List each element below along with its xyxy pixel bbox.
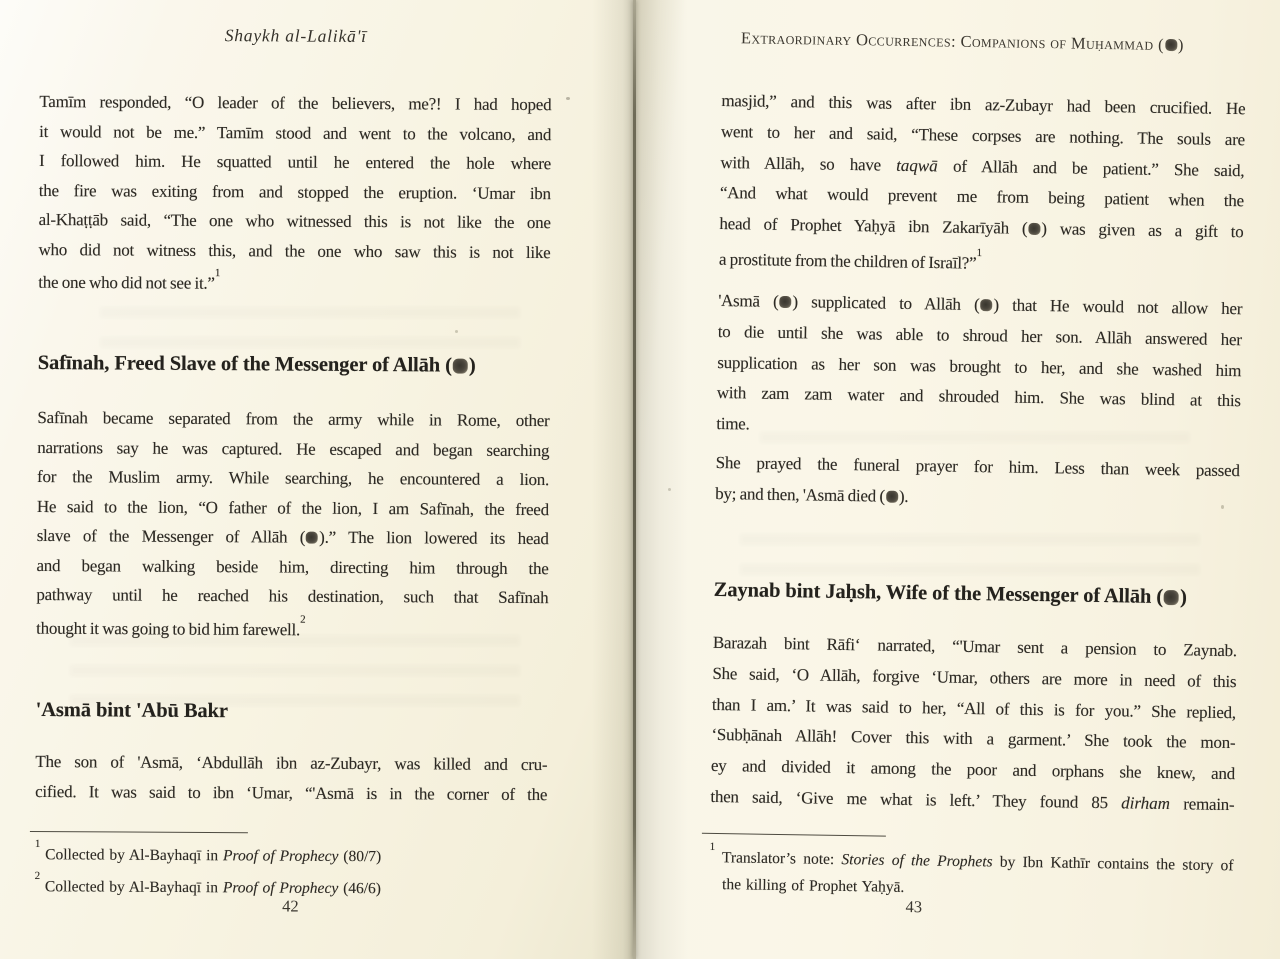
footnote-marker: 1 — [709, 840, 716, 853]
text-line: slave of the Messenger of Allāh ( ).” The lion lowered its head — [36, 525, 549, 549]
l-fn — [35, 837, 547, 903]
honorific-icon — [1028, 223, 1040, 235]
text-line: She said, ‘O Allāh, forgive ‘Umar, others are more in need of this — [712, 663, 1237, 691]
l-para1 — [38, 87, 551, 300]
text-line: the one who did not see it.”$^1$ — [38, 267, 221, 293]
text-line: He said to the lion, “O father of the lion, I am Safīnah, the freed — [36, 496, 549, 519]
text-line: $^2$ Collected by Al-Bayhaqī in Proof of Prophecy (46/6) — [34, 869, 382, 897]
text-line: ey and divided it among the poor and orphans she knew, and — [710, 756, 1236, 784]
text-line: by; and then, 'Asmā died ( ). — [715, 483, 909, 506]
text-line: The son of 'Asmā, ‘Abdullāh ibn az-Zubayr, was killed and cru- — [35, 751, 548, 775]
text-line: $^1$ Collected by Al-Bayhaqī in Proof of Prophecy (80/7) — [34, 837, 382, 866]
right-page — [635, 0, 1280, 959]
r-para1 — [719, 86, 1246, 284]
text-line: pathway until he reached his destination, such that Safīnah — [36, 584, 549, 608]
footnote-marker: 2 — [34, 869, 41, 882]
text-line: went to her and said, “These corpses are nothing. The souls are — [720, 121, 1246, 150]
l-head2 — [36, 697, 548, 727]
text-line: Tamīm responded, “O leader of the believers, me?! I had hoped — [39, 91, 552, 115]
gutter-shadow-right — [636, 0, 688, 959]
text-line: cified. It was said to ibn ‘Umar, “'Asmā is in the corner of the — [35, 781, 548, 804]
honorific-icon — [453, 359, 468, 374]
text-line: supplication as her son was brought to her, and she washed him — [717, 352, 1242, 380]
text-line: “And what would prevent me from being patient when the — [719, 183, 1245, 211]
text-line: $^1$ Translator’s note: Stories of the Prophets by Ibn Kathīr contains the story of — [709, 840, 1234, 875]
r-rule — [702, 833, 886, 837]
l-para3 — [35, 747, 547, 809]
text-line: than I am.’ It was said to her, “All of this is for you.” She replied, — [711, 694, 1237, 722]
left-page — [0, 0, 635, 959]
left-page-content — [34, 0, 552, 959]
text-line: head of Prophet Yaḥyā ibn Zakarīyāh ( ) was given as a gift to — [719, 214, 1244, 242]
footnote-marker: 1 — [976, 246, 983, 260]
text-line: then said, ‘Give me what is left.’ They found 85 dirham remain- — [710, 786, 1235, 815]
footnote-marker: 1 — [214, 267, 221, 280]
text-line: Safīnah became separated from the army while in Rome, other — [37, 407, 550, 431]
honorific-icon — [980, 299, 992, 311]
left-running-header: Shaykh al-Lalikā'ī — [224, 25, 367, 46]
text-line: to die until she was able to shroud her son. Allāh answered her — [717, 321, 1242, 349]
honorific-icon — [886, 490, 898, 502]
honorific-icon — [1164, 590, 1179, 605]
text-line: the killing of Prophet Yaḥyā. — [721, 875, 905, 896]
r-para3 — [715, 448, 1240, 518]
text-line: narrations say he was captured. He escaped and began searching — [37, 437, 550, 460]
section-heading: Zaynab bint Jaḥsh, Wife of the Messenger of Allāh ( ) — [713, 578, 1187, 609]
right-page-number: 43 — [905, 896, 923, 917]
text-line: with Allāh, so have taqwā of Allāh and be patient.” She said, — [720, 152, 1245, 180]
text-line: thought it was going to bid him farewell.$^2$ — [36, 613, 306, 639]
text-line: al-Khaṭṭāb said, “The one who witnessed this is not like the one — [38, 209, 551, 233]
footnote-marker: 1 — [34, 837, 41, 851]
text-line: for the Muslim army. While searching, he encountered a lion. — [37, 466, 550, 490]
honorific-icon — [779, 296, 791, 308]
text-line: 'Asmā ( ) supplicated to Allāh ( ) that He would not allow her — [718, 290, 1243, 319]
right-page-content — [708, 0, 1247, 959]
r-para2 — [716, 286, 1242, 448]
footnote-marker: 2 — [300, 613, 306, 626]
l-para2 — [36, 403, 549, 646]
text-line: I followed him. He squatted until he entered the hole where — [38, 150, 552, 174]
r-para4 — [710, 628, 1237, 821]
left-page-number: 42 — [282, 896, 299, 916]
section-heading: 'Asmā bint 'Abū Bakr — [35, 698, 228, 723]
section-heading: Safīnah, Freed Slave of the Messenger of Allāh ( ) — [37, 351, 476, 377]
honorific-icon — [306, 532, 318, 544]
gutter-shadow-left — [592, 0, 633, 959]
text-line: the fire was exiting from and stopped the eruption. ‘Umar ibn — [38, 180, 551, 203]
text-line: Barazah bint Rāfi‘ narrated, “'Umar sent a pension to Zaynab. — [712, 632, 1237, 661]
text-line: She prayed the funeral prayer for him. Less than week passed — [715, 452, 1240, 481]
text-line: who did not witness this, and the one who saw this is not like — [38, 239, 551, 262]
text-line: a prostitute from the children of Israīl?”$^1$ — [718, 246, 983, 273]
l-rule — [30, 831, 248, 833]
r-head1 — [714, 577, 1238, 612]
text-line: with zam zam water and shrouded him. She was blind at this — [716, 383, 1241, 411]
text-line: time. — [716, 414, 750, 434]
text-line: and began walking beside him, directing him through the — [36, 555, 549, 578]
text-line: it would not be me.” Tamīm stood and went to the volcano, and — [39, 121, 552, 144]
right-running-header: Extraordinary Occurrences: Companions of Muḥammad ( ) — [740, 28, 1184, 55]
text-line: ‘Subḥānah Allāh! Cover this with a garment.’ She took the mon- — [711, 725, 1236, 753]
honorific-icon — [1165, 39, 1177, 51]
l-head1 — [38, 350, 550, 380]
text-line: masjid,” and this was after ibn az-Zubayr had been crucified. He — [721, 90, 1246, 119]
